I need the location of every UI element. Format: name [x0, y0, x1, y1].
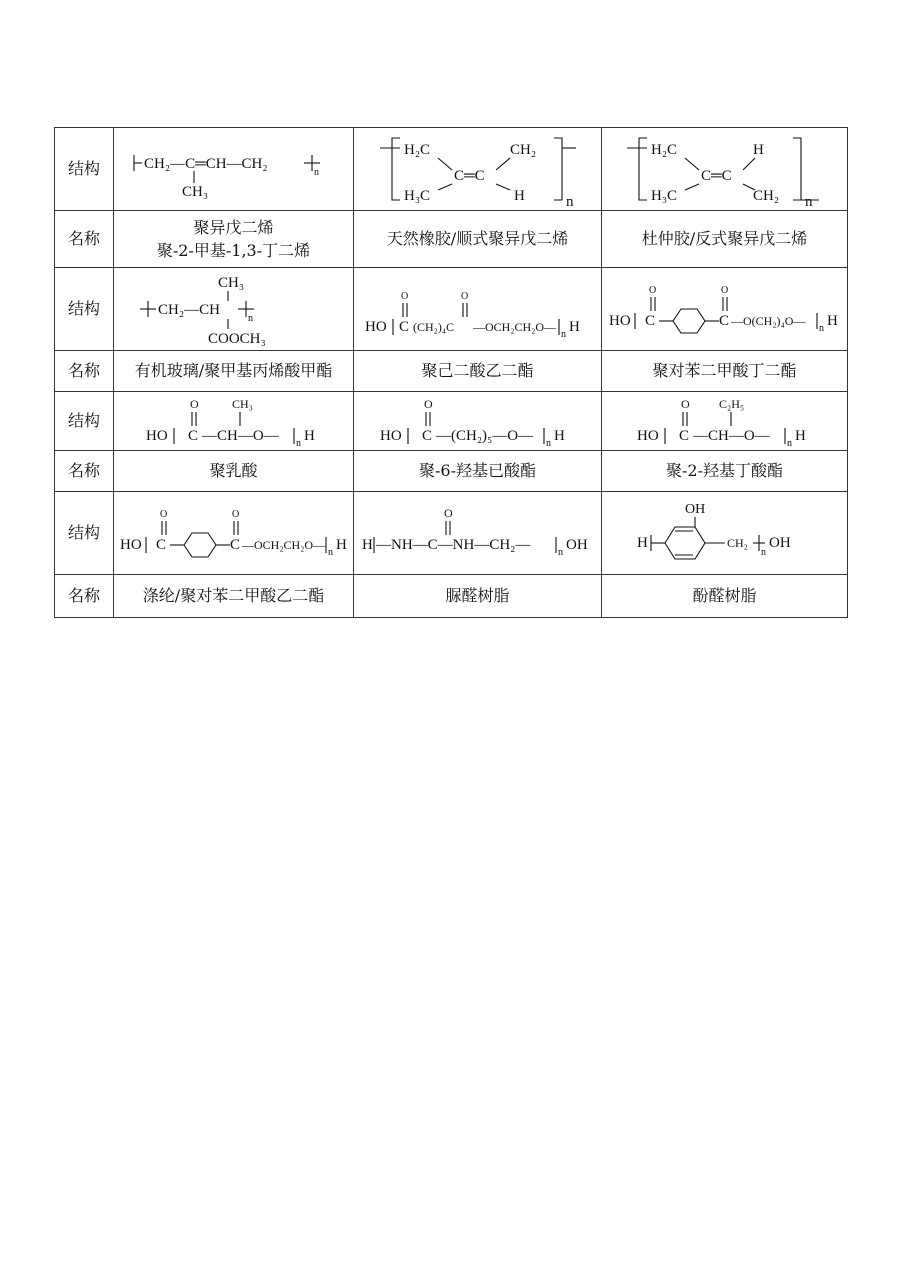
name-pet: 涤纶/聚对苯二甲酸乙二酯 [114, 575, 354, 618]
formula-phb [635, 394, 815, 448]
svg-text:O: O [720, 285, 728, 296]
name-label: 名称 [55, 211, 114, 268]
svg-text:O: O [648, 285, 656, 296]
formula-cell-gutta-percha [602, 128, 848, 211]
formula-cell-pmma [114, 268, 354, 351]
svg-text:CH₂: CH₂ [726, 536, 748, 550]
svg-text:n: n [327, 547, 333, 558]
formula-polyisoprene [124, 137, 344, 201]
formula-cell-phenol-formaldehyde [602, 492, 848, 575]
svg-text:n: n [786, 438, 792, 449]
svg-text:—NH—C—NH—CH₂—: —NH—C—NH—CH₂— [375, 537, 530, 553]
name-pmma: 有机玻璃/聚甲基丙烯酸甲酯 [114, 351, 354, 392]
svg-text:n: n [565, 194, 573, 210]
svg-text:OH: OH [565, 537, 588, 553]
polymer-table [54, 127, 848, 618]
name-pla: 聚乳酸 [114, 451, 354, 492]
svg-text:CH₃: CH₃ [217, 275, 244, 291]
formula-pbt [607, 279, 843, 339]
svg-text:H: H [303, 428, 315, 444]
svg-text:H: H [636, 535, 648, 551]
name-natural-rubber: 天然橡胶/顺式聚异戊二烯 [354, 211, 602, 268]
svg-text:n: n [295, 438, 301, 449]
svg-text:n: n [760, 547, 766, 558]
svg-text:C: C [398, 319, 409, 335]
name-row-4 [55, 575, 848, 618]
formula-urea-formaldehyde [360, 503, 596, 563]
svg-text:H: H [553, 428, 565, 444]
name-phb: 聚-2-羟基丁酸酯 [602, 451, 848, 492]
name-row-3 [55, 451, 848, 492]
svg-text:HO: HO [379, 428, 402, 444]
svg-text:—(CH₂)₅—O—: —(CH₂)₅—O— [435, 428, 533, 444]
formula-cell-urea-formaldehyde [354, 492, 602, 575]
svg-text:—CH—O—: —CH—O— [201, 428, 279, 444]
name-label: 名称 [55, 575, 114, 618]
formula-cell-polyisoprene [114, 128, 354, 211]
formula-pmma [134, 271, 334, 347]
name-gutta-percha: 杜仲胶/反式聚异戊二烯 [602, 211, 848, 268]
svg-text:CH₂—C═CH—CH₂: CH₂—C═CH—CH₂ [143, 156, 268, 172]
formula-cell-pbt [602, 268, 848, 351]
name-label: 名称 [55, 351, 114, 392]
svg-text:O: O [189, 397, 199, 411]
svg-text:n: n [804, 194, 812, 210]
svg-text:n: n [557, 547, 563, 558]
formula-cell-polycaprolactone [354, 392, 602, 451]
svg-text:HO: HO [119, 537, 142, 553]
formula-phenol-formaldehyde [635, 497, 815, 569]
formula-pet [118, 503, 350, 563]
name-phenol-formaldehyde: 酚醛树脂 [602, 575, 848, 618]
structure-row-1 [55, 128, 848, 211]
svg-text:O: O [231, 509, 239, 520]
svg-text:COOCH₃: COOCH₃ [207, 331, 266, 347]
formula-cell-pet [114, 492, 354, 575]
svg-text:CH₃: CH₃ [181, 184, 208, 200]
svg-text:HO: HO [364, 319, 387, 335]
svg-text:HO: HO [608, 313, 631, 329]
svg-text:CH₃: CH₃ [231, 397, 253, 411]
svg-text:C: C [718, 313, 729, 329]
formula-cell-natural-rubber [354, 128, 602, 211]
name-polyethylene-adipate: 聚己二酸乙二酯 [354, 351, 602, 392]
name-urea-formaldehyde: 脲醛树脂 [354, 575, 602, 618]
name-pbt: 聚对苯二甲酸丁二酯 [602, 351, 848, 392]
svg-text:H: H [752, 142, 764, 158]
svg-text:H₂C: H₂C [403, 142, 430, 158]
svg-text:C: C [155, 537, 166, 553]
structure-label: 结构 [55, 392, 114, 451]
name-polycaprolactone: 聚-6-羟基已酸酯 [354, 451, 602, 492]
svg-text:—OCH₂CH₂O—: —OCH₂CH₂O— [241, 538, 325, 552]
svg-text:O: O [159, 509, 167, 520]
formula-polyethylene-adipate [363, 279, 593, 339]
svg-text:HO: HO [636, 428, 659, 444]
svg-text:C: C [644, 313, 655, 329]
svg-text:C═C: C═C [700, 168, 732, 184]
svg-text:—O(CH₂)₄O—: —O(CH₂)₄O— [730, 314, 805, 328]
svg-text:C₂H₅: C₂H₅ [718, 397, 744, 411]
structure-row-4 [55, 492, 848, 575]
svg-text:C═C: C═C [453, 168, 485, 184]
formula-cell-polyethylene-adipate [354, 268, 602, 351]
svg-text:O: O [443, 506, 453, 520]
name-polyisoprene: 聚异戊二烯 聚-2-甲基-1,3-丁二烯 [114, 211, 354, 268]
svg-text:—OCH₂CH₂O—: —OCH₂CH₂O— [472, 320, 556, 334]
svg-text:HO: HO [145, 428, 168, 444]
formula-natural-rubber [378, 130, 578, 208]
svg-text:C: C [678, 428, 689, 444]
svg-text:C: C [229, 537, 240, 553]
svg-text:—CH—O—: —CH—O— [692, 428, 770, 444]
svg-text:H: H [826, 313, 838, 329]
name-label: 名称 [55, 451, 114, 492]
svg-text:OH: OH [684, 502, 705, 517]
svg-text:n: n [818, 323, 824, 334]
name-row-1 [55, 211, 848, 268]
svg-text:(CH₂)₄C: (CH₂)₄C [412, 320, 454, 334]
structure-label: 结构 [55, 268, 114, 351]
svg-text:H: H [794, 428, 806, 444]
formula-pla [144, 394, 324, 448]
svg-text:n: n [560, 329, 566, 340]
structure-label: 结构 [55, 128, 114, 211]
svg-text:CH₂: CH₂ [509, 142, 536, 158]
svg-text:C: C [421, 428, 432, 444]
svg-text:n: n [313, 167, 319, 178]
name-row-2 [55, 351, 848, 392]
svg-text:CH₂—CH: CH₂—CH [157, 302, 220, 318]
svg-text:H: H [513, 188, 525, 204]
svg-text:n: n [545, 438, 551, 449]
svg-text:O: O [423, 397, 433, 411]
formula-gutta-percha [625, 130, 825, 208]
svg-text:O: O [460, 291, 468, 302]
svg-text:H: H [361, 537, 373, 553]
formula-polycaprolactone [378, 394, 578, 448]
svg-text:O: O [680, 397, 690, 411]
svg-text:H₂C: H₂C [650, 142, 677, 158]
svg-text:O: O [400, 291, 408, 302]
svg-text:n: n [247, 313, 253, 324]
structure-row-3 [55, 392, 848, 451]
formula-cell-pla [114, 392, 354, 451]
svg-text:H₃C: H₃C [403, 188, 430, 204]
svg-text:H₃C: H₃C [650, 188, 677, 204]
svg-text:CH₂: CH₂ [752, 188, 779, 204]
structure-label: 结构 [55, 492, 114, 575]
svg-text:H: H [568, 319, 580, 335]
svg-text:H: H [335, 537, 347, 553]
formula-cell-phb [602, 392, 848, 451]
svg-text:OH: OH [768, 535, 791, 551]
structure-row-2 [55, 268, 848, 351]
svg-text:C: C [187, 428, 198, 444]
